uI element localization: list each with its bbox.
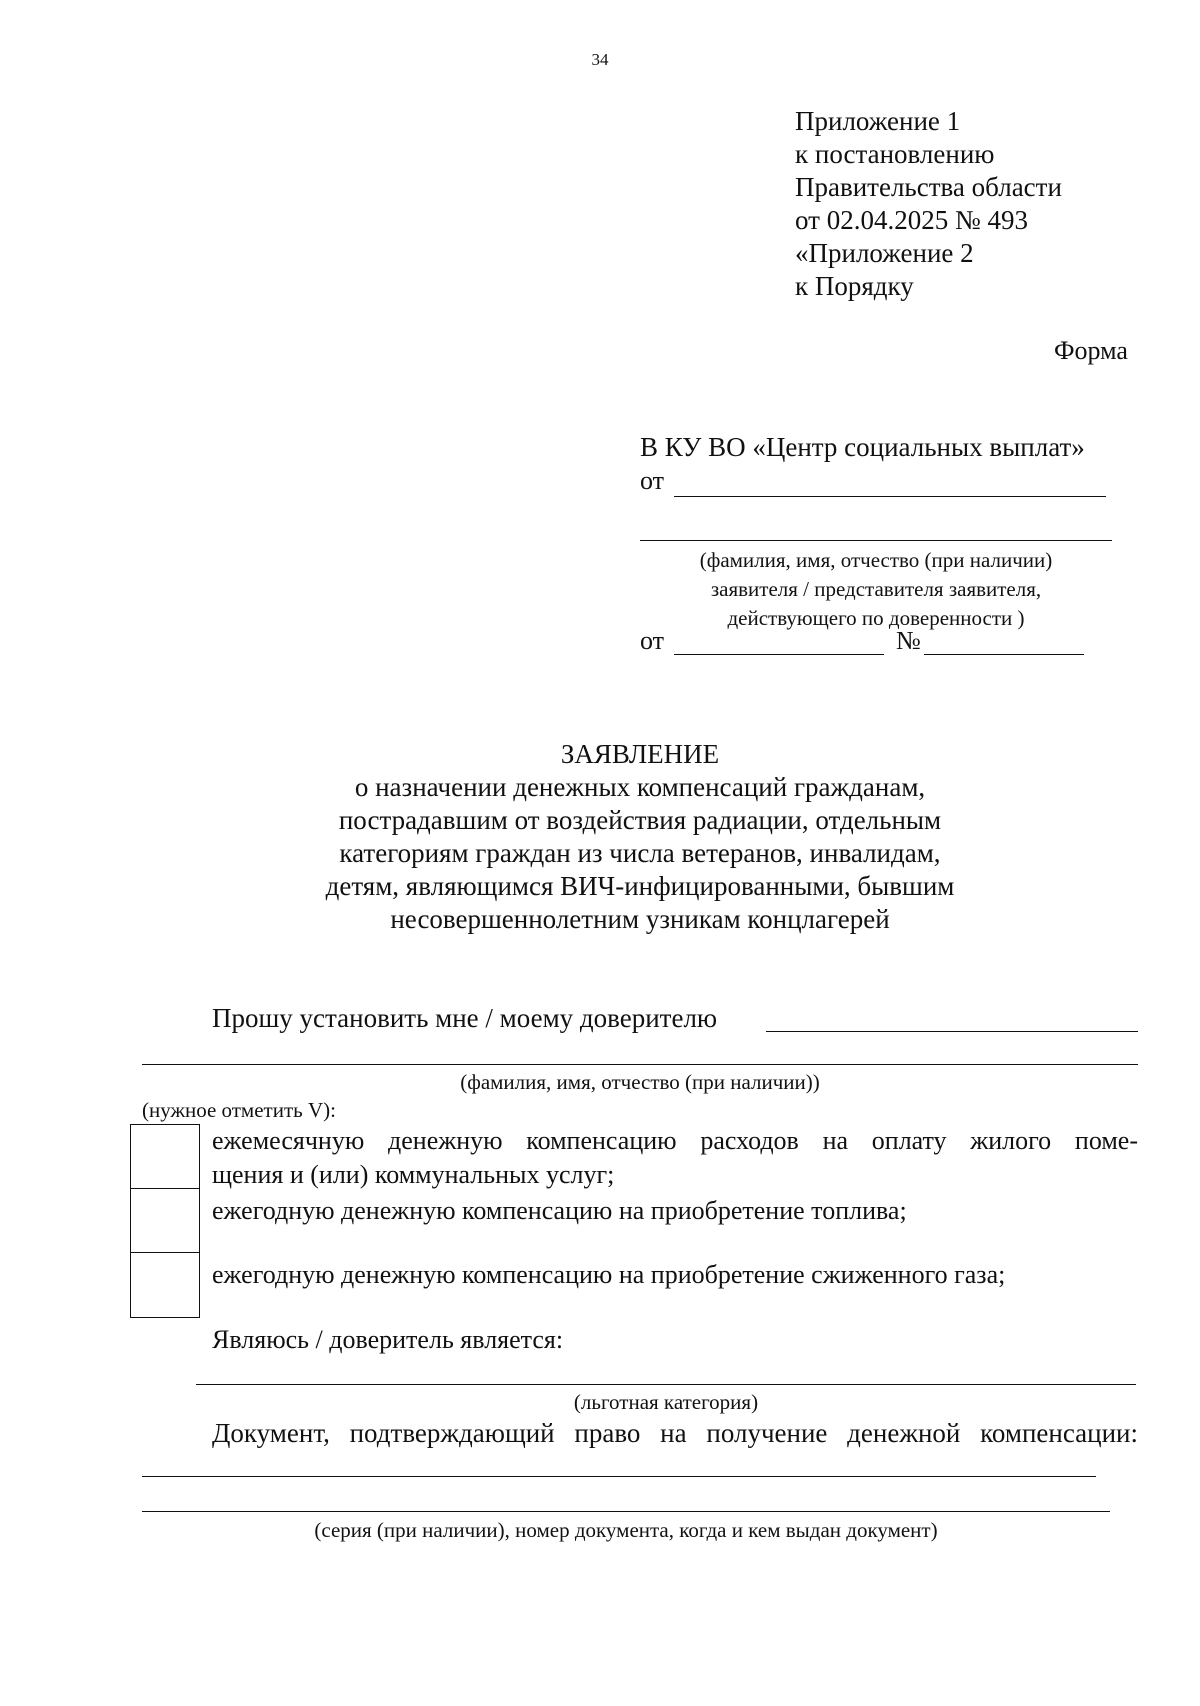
document-line-1[interactable]: [142, 1476, 1096, 1477]
page-number: 34: [591, 50, 609, 69]
poa-date-line[interactable]: [674, 654, 884, 655]
status-text: Являюсь / доверитель является:: [212, 1325, 564, 1354]
option-1-checkbox[interactable]: [130, 1124, 200, 1190]
title-heading: ЗАЯВЛЕНИЕ: [560, 739, 720, 769]
title-line-2: пострадавшим от воздействия радиации, отдельным: [338, 805, 942, 835]
title-line-3: категориям граждан из числа ветеранов, инвалидам,: [339, 838, 941, 868]
poa-date-label: от: [640, 626, 665, 655]
title-line-4: детям, являющимся ВИЧ-инфицированными, бывшим: [325, 871, 955, 901]
annex-line-6: к Порядку: [795, 271, 914, 301]
mark-hint: (нужное отметить V):: [142, 1098, 336, 1122]
option-1-line-1: ежемесячную денежную компенсацию расходов на оплату жилого поме-: [212, 1126, 1138, 1155]
addressee-from-label: от: [640, 466, 665, 495]
annex-line-3: Правительства области: [795, 172, 1062, 202]
option-2-checkbox[interactable]: [130, 1188, 200, 1254]
applicant-caption: [640, 546, 1112, 633]
annex-line-1: Приложение 1: [795, 106, 961, 136]
annex-line-2: к постановлению: [795, 139, 995, 169]
option-1-line-2: щения и (или) коммунальных услуг;: [212, 1160, 615, 1189]
annex-line-5: «Приложение 2: [795, 238, 974, 268]
document-title: [240, 738, 1040, 936]
name-line-2[interactable]: [142, 1064, 1138, 1065]
status-line[interactable]: [196, 1384, 1136, 1385]
name-caption: (фамилия, имя, отчество (при наличии)): [460, 1070, 820, 1094]
applicant-caption-line-2: заявителя / представителя заявителя,: [710, 577, 1042, 601]
applicant-name-line-1[interactable]: [674, 496, 1106, 497]
applicant-caption-line-1: (фамилия, имя, отчество (при наличии): [699, 548, 1053, 572]
option-2-text: ежегодную денежную компенсацию на приобретение топлива;: [212, 1196, 907, 1225]
document-line-2[interactable]: [142, 1511, 1110, 1512]
document-caption: (серия (при наличии), номер документа, когда и кем выдан документ): [314, 1518, 938, 1542]
addressee-to: В КУ ВО «Центр социальных выплат»: [640, 432, 1085, 462]
applicant-caption-line-3: действующего по доверенности ): [727, 606, 1025, 630]
request-text: Прошу установить мне / моему доверителю: [212, 1003, 718, 1033]
annex-block: [795, 105, 1062, 303]
option-3-checkbox[interactable]: [130, 1252, 200, 1318]
document-text: Документ, подтверждающий право на получение денежной компенсации:: [212, 1418, 1138, 1448]
form-label: Форма: [1054, 336, 1128, 365]
option-3-text: ежегодную денежную компенсацию на приобретение сжиженного газа;: [212, 1260, 1006, 1289]
status-caption: (льготная категория): [573, 1390, 759, 1414]
name-line-1[interactable]: [766, 1031, 1138, 1032]
title-line-1: о назначении денежных компенсаций гражданам,: [354, 772, 926, 802]
poa-number-label: №: [896, 626, 921, 655]
annex-line-4: от 02.04.2025 № 493: [795, 205, 1028, 235]
applicant-name-line-2[interactable]: [640, 540, 1112, 541]
poa-number-line[interactable]: [924, 654, 1084, 655]
title-line-5: несовершеннолетним узникам концлагерей: [390, 904, 890, 934]
